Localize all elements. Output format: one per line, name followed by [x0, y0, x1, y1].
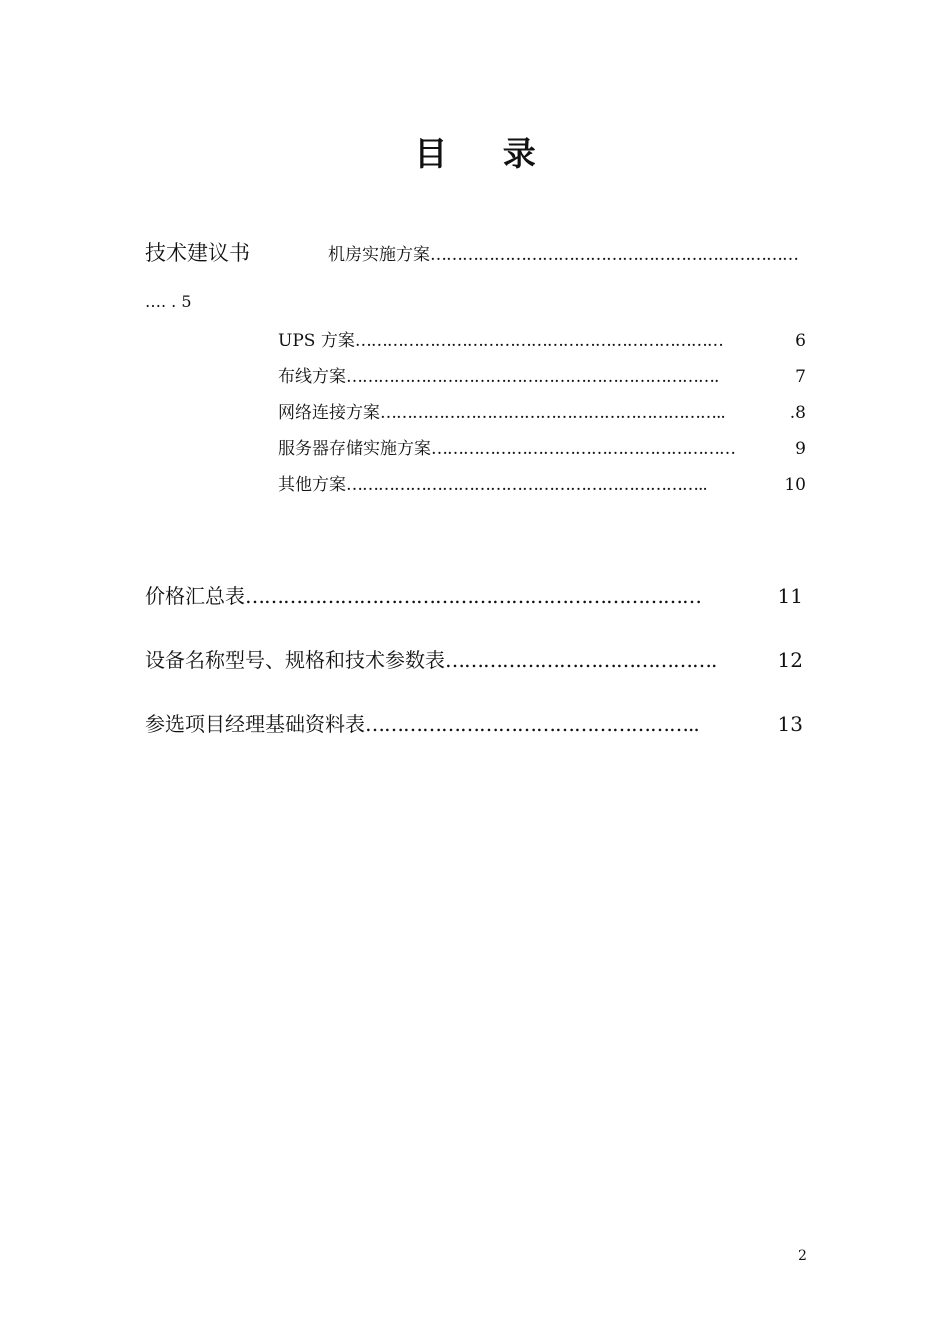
toc-entry-project-manager — [145, 708, 803, 737]
toc-section-technical-proposal: 技术建议书 — [145, 241, 250, 265]
toc-entry-equipment-specs — [145, 644, 803, 673]
toc-page-number: 7 — [795, 367, 806, 387]
toc-leader-dots: …………………………………………………………… — [430, 245, 798, 265]
toc-page-number: .8 — [789, 403, 806, 423]
toc-leader-dots: ……………………………………………………….. — [380, 403, 725, 423]
toc-entry-price-summary — [145, 580, 803, 609]
toc-leader-dots: ……………………………………………………………. — [346, 367, 719, 387]
toc-leader-dots: ………………………………………………… — [431, 439, 735, 459]
toc-leader-dots: ………………………………………………………….. — [346, 475, 707, 495]
toc-entry-label: 服务器存储实施方案 — [278, 439, 431, 459]
toc-entry-other — [278, 470, 806, 495]
toc-entry-label: 设备名称型号、规格和技术参数表 — [145, 648, 445, 672]
toc-entry-label: 其他方案 — [278, 475, 346, 495]
toc-page-number: 6 — [795, 331, 806, 351]
toc-page-number: 10 — [784, 475, 806, 495]
toc-entry-machine-room-page: …. . 5 — [145, 292, 192, 311]
toc-page-number: 12 — [777, 648, 803, 672]
toc-entry-label: 布线方案 — [278, 367, 346, 387]
toc-entry-label: 机房实施方案 — [328, 245, 430, 265]
toc-page-number: 9 — [795, 439, 806, 459]
toc-title: 目 录 — [414, 134, 558, 173]
toc-entry-label: UPS 方案 — [278, 331, 355, 351]
toc-leader-dots: ……………………………………………………………… — [245, 584, 701, 608]
toc-leader-dots: ……………………………………. — [445, 648, 717, 672]
toc-entry-label: 参选项目经理基础资料表 — [145, 712, 365, 736]
page-number-footer: 2 — [798, 1248, 807, 1264]
toc-entry-ups — [278, 326, 806, 351]
toc-page-number: 11 — [777, 584, 803, 608]
toc-entry-server-storage — [278, 434, 806, 459]
toc-entry-machine-room — [328, 240, 806, 265]
toc-leader-dots: …………………………………………………………… — [354, 331, 723, 351]
toc-entry-cabling — [278, 362, 806, 387]
toc-page-number: 13 — [777, 712, 803, 736]
toc-entry-label: 价格汇总表 — [145, 584, 245, 608]
toc-entry-label: 网络连接方案 — [278, 403, 380, 423]
toc-entry-network — [278, 398, 806, 423]
toc-leader-dots: …………………………………………….. — [365, 712, 699, 736]
